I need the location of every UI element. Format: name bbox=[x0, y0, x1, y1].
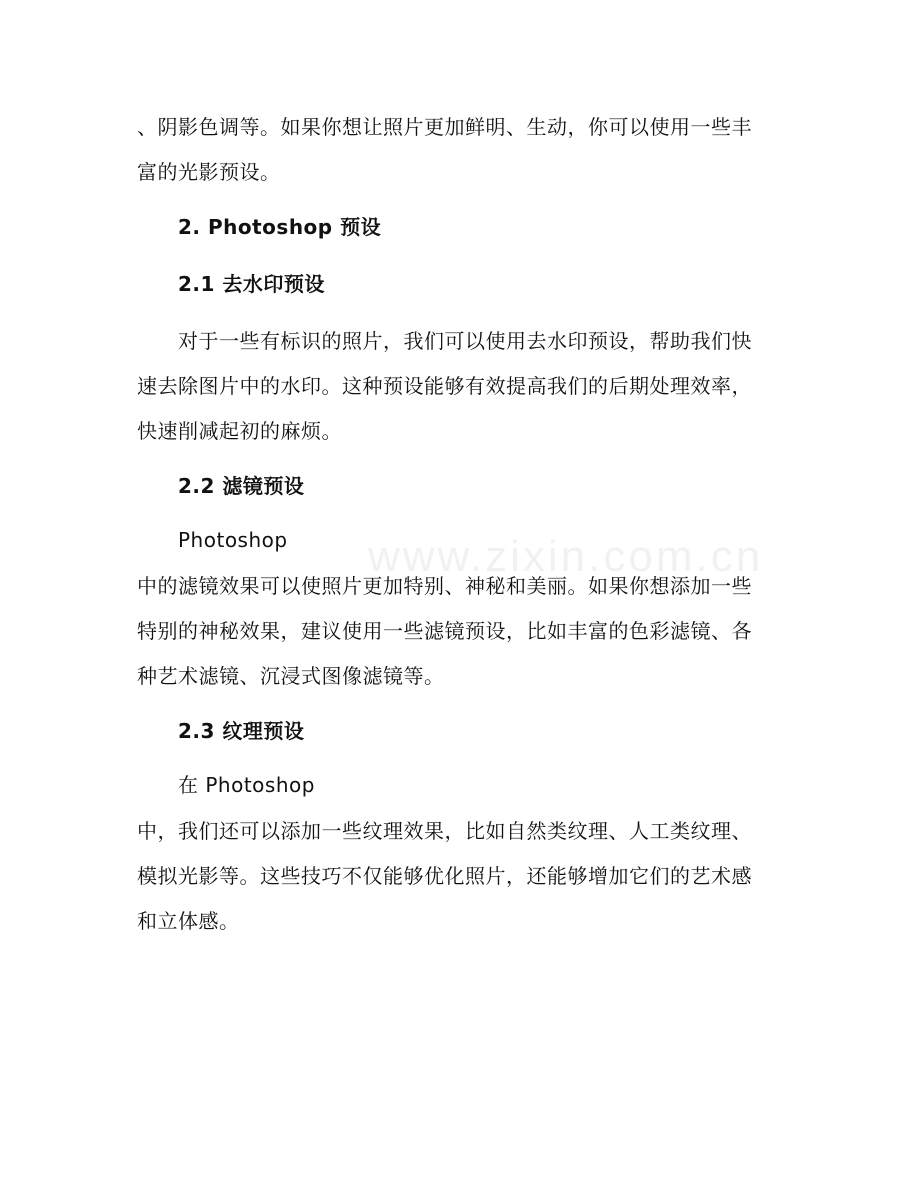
paragraph-line: 模拟光影等。这些技巧不仅能够优化照片，还能够增加它们的艺术感 bbox=[137, 864, 752, 888]
paragraph-line: 中，我们还可以添加一些纹理效果，比如自然类纹理、人工类纹理、 bbox=[137, 819, 752, 843]
section-heading: 2. Photoshop 预设 bbox=[178, 215, 382, 239]
subsection-heading: 2.3 纹理预设 bbox=[178, 719, 305, 743]
paragraph-line: 特别的神秘效果，建议使用一些滤镜预设，比如丰富的色彩滤镜、各 bbox=[137, 619, 752, 643]
paragraph-line: 富的光影预设。 bbox=[137, 160, 281, 184]
paragraph-line: 在 Photoshop bbox=[178, 773, 315, 797]
paragraph-line: 种艺术滤镜、沉浸式图像滤镜等。 bbox=[137, 664, 445, 688]
paragraph-line: 中的滤镜效果可以使照片更加特别、神秘和美丽。如果你想添加一些 bbox=[137, 574, 752, 598]
subsection-heading: 2.2 滤镜预设 bbox=[178, 474, 305, 498]
paragraph-line: Photoshop bbox=[178, 528, 288, 552]
subsection-heading: 2.1 去水印预设 bbox=[178, 272, 325, 296]
paragraph-line: 快速削减起初的麻烦。 bbox=[137, 419, 342, 443]
paragraph-line: 和立体感。 bbox=[137, 909, 240, 933]
paragraph-line: 速去除图片中的水印。这种预设能够有效提高我们的后期处理效率， bbox=[137, 374, 752, 398]
paragraph-line: 对于一些有标识的照片，我们可以使用去水印预设，帮助我们快 bbox=[178, 329, 752, 353]
paragraph-line: 、阴影色调等。如果你想让照片更加鲜明、生动，你可以使用一些丰 bbox=[137, 115, 752, 139]
watermark: www.zixin.com.cn bbox=[368, 532, 764, 581]
